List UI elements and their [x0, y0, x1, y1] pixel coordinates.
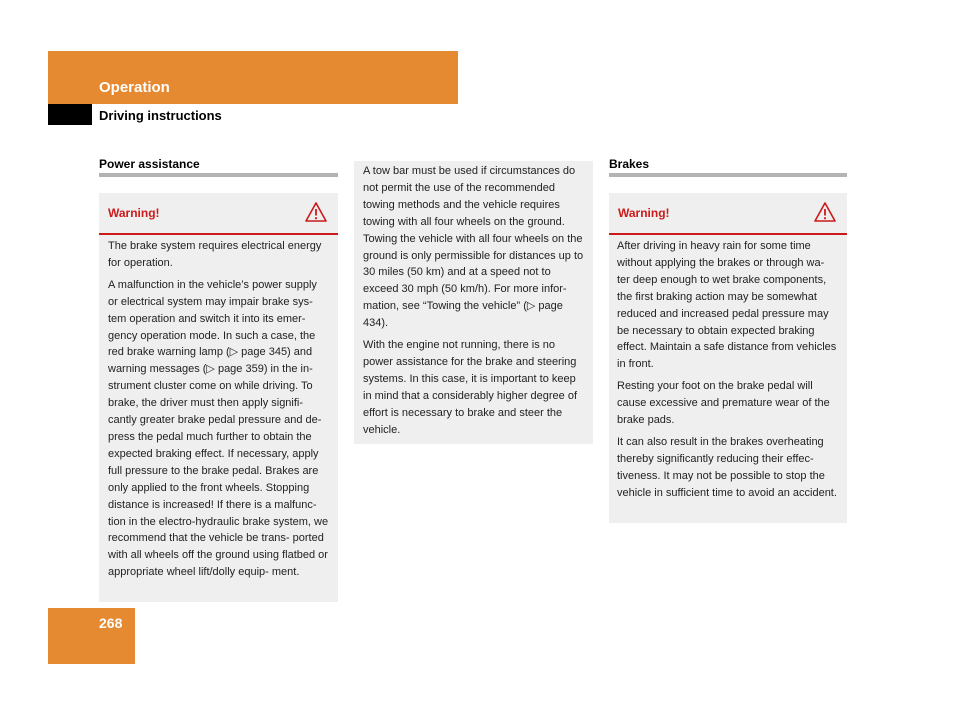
chapter-marker [48, 104, 92, 125]
paragraph: A malfunction in the vehicle’s power supply or electrical system may impair brake sys- tem operation and switch it into its emer- gency operation mode. In such a case, the red brake warning lamp (▷ page 345) and warning messages (▷ page 359) in the in- strument cluster come on while driving. To brake, the driver must then apply signifi- cantly greater brake pedal pressure and de- press the pedal much further to obtain the expected braking effect. If necessary, apply full pressure to the brake pedal. Brakes are only applied to the front wheels. Stopping distance is increased! If there is a malfunc- tion in the electro-hydraulic brake system, we recommend that the vehicle be trans- ported with all wheels off the ground using flatbed or appropriate wheel lift/dolly equip- ment. [108, 278, 329, 579]
warning-label: Warning! [108, 206, 160, 220]
power-assistance-heading: Power assistance [99, 157, 200, 171]
power-assistance-warning-box [99, 193, 338, 602]
paragraph: Resting your foot on the brake pedal will cause excessive and premature wear of the brake pads. [617, 380, 830, 427]
heading-rule [609, 173, 847, 177]
warning-triangle-icon [814, 201, 836, 223]
brakes-heading: Brakes [609, 157, 650, 171]
heading-rule [99, 173, 338, 177]
brakes-warning-box [609, 193, 847, 523]
section-title: Operation [99, 79, 170, 96]
warning-triangle-icon [305, 201, 327, 223]
warning-body [99, 235, 338, 581]
header-bar [48, 51, 458, 104]
warning-body [609, 235, 847, 502]
towing-note-box [354, 161, 593, 444]
page-number: 268 [99, 615, 123, 631]
warning-header [609, 193, 847, 235]
page-number-tab [48, 608, 135, 664]
paragraph: With the engine not running, there is no power assistance for the brake and steering systems. In this case, it is important to keep in mind that a considerably higher degree of effort is necessary to brake and steer the vehicle. [363, 339, 578, 436]
warning-header [99, 193, 338, 235]
paragraph: A tow bar must be used if circumstances do not permit the use of the recommended towing methods and the vehicle requires towing with all four wheels on the ground. Towing the vehicle with all four wheels on the ground is only permissible for distances up to 30 miles (50 km) and at a speed not to exceed 30 mph (50 km/h). For more infor- mation, see “Towing the vehicle” (▷ page 434). [363, 165, 584, 330]
paragraph: It can also result in the brakes overheating thereby significantly reducing their effec- tiveness. It may not be possible to stop the vehicle in sufficient time to avoid an accident. [617, 435, 837, 499]
paragraph: After driving in heavy rain for some time without applying the brakes or through wa- ter deep enough to wet brake components, the first braking action may be somewhat reduced and increased pedal pressure may be necessary to obtain expected braking effect. Maintain a safe distance from vehicles in front. [617, 240, 837, 371]
note-body [354, 161, 593, 439]
paragraph: The brake system requires electrical energy for operation. [108, 240, 322, 269]
warning-label: Warning! [618, 206, 670, 220]
subsection-title: Driving instructions [99, 108, 222, 123]
